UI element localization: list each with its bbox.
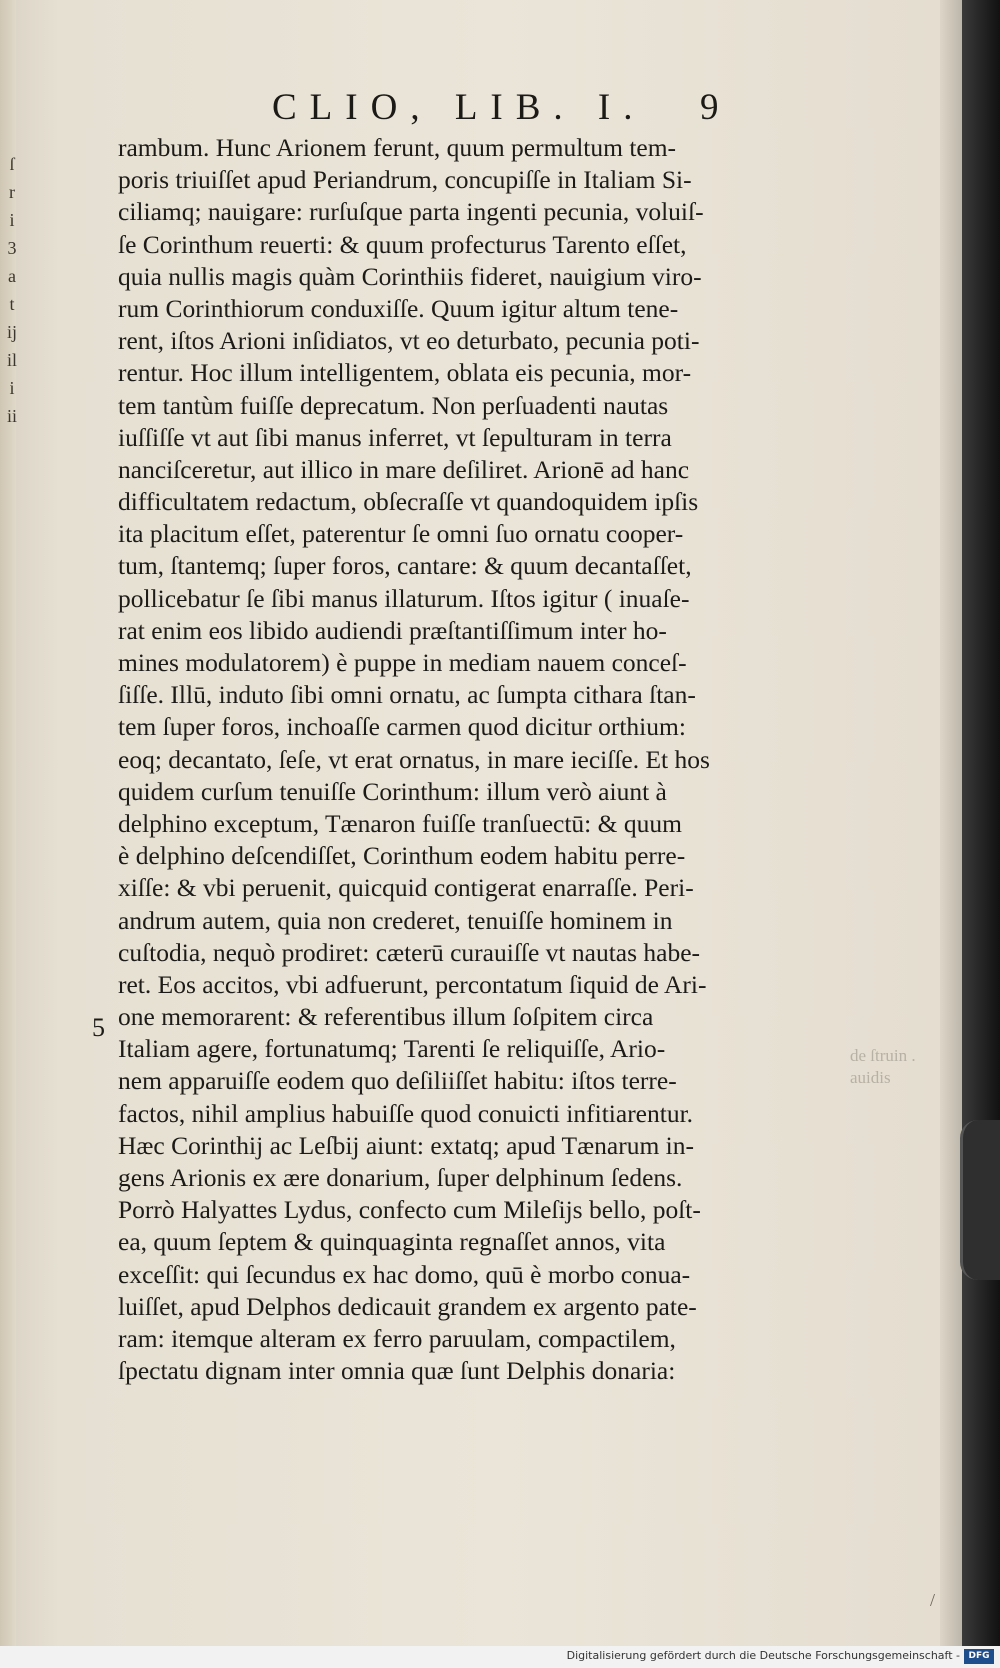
text-line: ram: itemque alteram ex ferro paruulam, compactilem, — [118, 1323, 676, 1353]
text-line: tem tantùm fuiſſe deprecatum. Non perſuadenti nautas — [118, 390, 669, 420]
text-line: factos, nihil amplius habuiſſe quod conuicti infitiarentur. — [118, 1098, 694, 1128]
text-line: luiſſet, apud Delphos dedicauit grandem ex argento pate- — [118, 1291, 697, 1321]
text-line: tum, ſtantemq; ſuper foros, cantare: & quum decantaſſet, — [118, 551, 692, 581]
text-line: ſe Corinthum reuerti: & quum profecturus Tarento eſſet, — [118, 229, 687, 259]
running-head: CLIO, LIB. I. — [272, 87, 646, 128]
text-line: one memorarent: & referentibus illum ſoſpitem circa — [118, 1002, 654, 1032]
page-leaf-edge — [940, 0, 964, 1668]
bleedthrough-text — [850, 1045, 916, 1089]
text-line: mines modulatorem) è puppe in mediam nauem conceſ- — [118, 648, 687, 677]
edge-mark: t — [9, 294, 15, 314]
text-line: difficultatem redactum, obſecraſſe vt quandoquidem ipſis — [118, 487, 699, 517]
bleedthrough-line: de ſtruin . — [850, 1046, 916, 1065]
text-line: quia nullis magis quàm Corinthiis fideret, nauigium viro- — [118, 261, 702, 291]
text-line: gens Arionis ex ære donarium, ſuper delphinum ſedens. — [118, 1163, 683, 1192]
text-line: Porrò Halyattes Lydus, confecto cum Mileſijs bello, poſt- — [118, 1195, 701, 1225]
text-line: rat enim eos libido audiendi præſtantiſſimum inter ho- — [118, 615, 667, 645]
page-header — [0, 86, 940, 136]
edge-mark: i — [9, 210, 15, 230]
text-line: rum Corinthiorum conduxiſſe. Quum igitur altum tene- — [118, 293, 679, 323]
text-line: ret. Eos accitos, vbi adfuerunt, percontatum ſiquid de Ari- — [118, 969, 707, 999]
text-line: rentur. Hoc illum intelligentem, oblata eis pecunia, mor- — [118, 358, 692, 388]
dfg-logo: DFG — [964, 1649, 994, 1664]
text-line: nanciſceretur, aut illico in mare deſiliret. Arionē ad hanc — [118, 454, 690, 484]
text-line: xiſſe: & vbi peruenit, quicquid contigerat enarraſſe. Peri- — [118, 873, 694, 903]
text-line: eoq; decantato, ſeſe, vt erat ornatus, in mare ieciſſe. Et hos — [118, 744, 710, 774]
clasp-tab — [960, 1120, 1000, 1280]
text-line: ciliamq; nauigare: rurſuſque parta ingenti pecunia, voluiſ- — [118, 197, 704, 227]
book-fore-edge — [962, 0, 1000, 1668]
text-line: Italiam agere, fortunatumq; Tarenti ſe reliquiſſe, Ario- — [118, 1034, 666, 1064]
body-text — [118, 132, 758, 1387]
edge-mark: i — [9, 378, 15, 398]
text-line: poris triuiſſet apud Periandrum, concupiſſe in Italiam Si- — [118, 165, 692, 195]
edge-mark: ii — [6, 406, 17, 426]
bleedthrough-line: auidis — [850, 1068, 891, 1087]
footer-credit: Digitalisierung gefördert durch die Deutsche Forschungsgemeinschaft - — [566, 1649, 960, 1662]
text-line: ita placitum eſſet, paterentur ſe omni ſuo ornatu cooper- — [118, 519, 684, 549]
page-number: 9 — [700, 87, 719, 128]
text-line: è delphino deſcendiſſet, Corinthum eodem habitu perre- — [118, 841, 686, 871]
edge-mark: ſ — [9, 154, 15, 174]
text-line: delphino exceptum, Tænaron fuiſſe tranſuectū: & quum — [118, 808, 682, 838]
text-line: iuſſiſſe vt aut ſibi manus inferret, vt ſepulturam in terra — [118, 422, 672, 452]
text-line: ſiſſe. Illū, induto ſibi omni ornatu, ac ſumpta cithara ſtan- — [118, 680, 696, 710]
margin-note: 5 — [92, 1013, 105, 1042]
text-line: ſpectatu dignam inter omnia quæ ſunt Delphis donaria: — [118, 1356, 676, 1386]
text-line: rent, iſtos Arioni inſidiatos, vt eo deturbato, pecunia poti- — [118, 326, 700, 356]
edge-mark: 3 — [7, 238, 17, 258]
text-line: tem ſuper foros, inchoaſſe carmen quod dicitur orthium: — [118, 712, 686, 742]
text-line: Hæc Corinthij ac Leſbij aiunt: extatq; apud Tænarum in- — [118, 1130, 694, 1160]
text-line: cuſtodia, nequò prodiret: cæterū curauiſſe vt nautas habe- — [118, 937, 701, 967]
edge-mark: il — [6, 350, 17, 370]
edge-mark: a — [8, 266, 16, 286]
left-edge-marks — [0, 150, 24, 470]
text-line: andrum autem, quia non crederet, tenuiſſe hominem in — [118, 905, 673, 935]
edge-mark: ij — [6, 322, 17, 342]
text-line: nem apparuiſſe eodem quo deſiliiſſet habitu: iſtos terre- — [118, 1066, 677, 1096]
text-line: exceſſit: qui ſecundus ex hac domo, quū è morbo conua- — [118, 1259, 691, 1289]
edge-mark: r — [9, 182, 15, 202]
text-line: rambum. Hunc Arionem ferunt, quum permultum tem- — [118, 133, 677, 162]
stray-mark: / — [930, 1590, 936, 1610]
text-line: pollicebatur ſe ſibi manus illaturum. Iſtos igitur ( inuaſe- — [118, 583, 690, 613]
text-line: quidem curſum tenuiſſe Corinthum: illum verò aiunt à — [118, 776, 667, 806]
text-line: ea, quum ſeptem & quinquaginta regnaſſet annos, vita — [118, 1227, 666, 1257]
